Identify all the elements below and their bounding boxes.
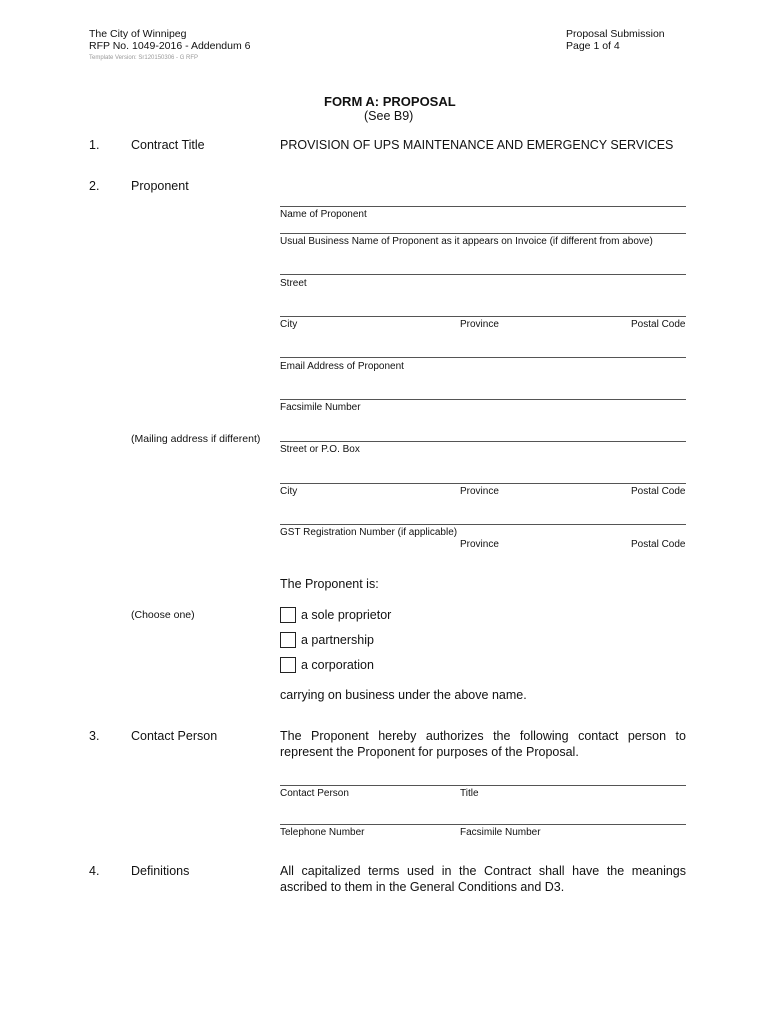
header-page: Page 1 of 4 xyxy=(566,40,620,52)
street-po-label: Street or P.O. Box xyxy=(280,444,360,455)
partnership-label: a partnership xyxy=(301,633,374,647)
sole-proprietor-label: a sole proprietor xyxy=(301,608,392,622)
contract-title-value: PROVISION OF UPS MAINTENANCE AND EMERGENCY SERVICES xyxy=(280,138,674,152)
section-2-label: Proponent xyxy=(131,179,189,193)
gst-line[interactable] xyxy=(280,524,686,525)
header-rfp: RFP No. 1049-2016 - Addendum 6 xyxy=(89,40,251,52)
fax-line[interactable] xyxy=(280,399,686,400)
contact-person-label: Contact Person xyxy=(280,788,349,799)
gst-label: GST Registration Number (if applicable) xyxy=(280,527,458,538)
business-name-line[interactable] xyxy=(280,233,686,234)
email-label: Email Address of Proponent xyxy=(280,361,404,372)
telephone-fax-line[interactable] xyxy=(280,824,686,825)
contact-person-paragraph: The Proponent hereby authorizes the following contact person to represent the Proponent for purposes of the Proposal. xyxy=(280,729,686,759)
carrying-on-business-text: carrying on business under the above name. xyxy=(280,688,527,702)
contact-title-line[interactable] xyxy=(280,785,686,786)
section-4-label: Definitions xyxy=(131,864,190,878)
form-title: FORM A: PROPOSAL xyxy=(324,94,456,109)
section-1-number: 1. xyxy=(89,138,100,152)
mailing-address-label: (Mailing address if different) xyxy=(131,433,261,445)
city-province-postal-line[interactable] xyxy=(280,316,686,317)
city-label-2: City xyxy=(280,486,298,497)
province-label-3: Province xyxy=(460,539,499,550)
postal-code-label-2: Postal Code xyxy=(631,486,686,497)
name-of-proponent-line[interactable] xyxy=(280,206,686,207)
corporation-checkbox[interactable] xyxy=(280,657,296,673)
header-doc-type: Proposal Submission xyxy=(566,28,665,40)
telephone-label: Telephone Number xyxy=(280,827,365,838)
street-po-line[interactable] xyxy=(280,441,686,442)
section-3-number: 3. xyxy=(89,729,100,743)
postal-code-label-3: Postal Code xyxy=(631,539,686,550)
contact-fax-label: Facsimile Number xyxy=(460,827,541,838)
section-3-label: Contact Person xyxy=(131,729,218,743)
title-label: Title xyxy=(460,788,479,799)
province-label: Province xyxy=(460,319,499,330)
street-line[interactable] xyxy=(280,274,686,275)
street-label: Street xyxy=(280,278,307,289)
province-label-2: Province xyxy=(460,486,499,497)
city-label: City xyxy=(280,319,298,330)
section-2-number: 2. xyxy=(89,179,100,193)
section-1-label: Contract Title xyxy=(131,138,205,152)
email-line[interactable] xyxy=(280,357,686,358)
fax-label: Facsimile Number xyxy=(280,402,361,413)
form-subtitle: (See B9) xyxy=(364,109,414,123)
choose-one-label: (Choose one) xyxy=(131,609,195,621)
section-4-number: 4. xyxy=(89,864,100,878)
corporation-label: a corporation xyxy=(301,658,374,672)
proponent-is-label: The Proponent is: xyxy=(280,577,379,591)
postal-code-label: Postal Code xyxy=(631,319,686,330)
sole-proprietor-checkbox[interactable] xyxy=(280,607,296,623)
name-of-proponent-label: Name of Proponent xyxy=(280,209,367,220)
definitions-paragraph: All capitalized terms used in the Contract shall have the meanings ascribed to them in the General Conditions and D3. xyxy=(280,864,686,894)
city-province-postal-line-2[interactable] xyxy=(280,483,686,484)
partnership-checkbox[interactable] xyxy=(280,632,296,648)
business-name-label: Usual Business Name of Proponent as it appears on Invoice (if different from above) xyxy=(280,236,653,247)
template-version: Template Version: Sr120150306 - G RFP xyxy=(89,55,199,61)
header-org: The City of Winnipeg xyxy=(89,28,187,40)
